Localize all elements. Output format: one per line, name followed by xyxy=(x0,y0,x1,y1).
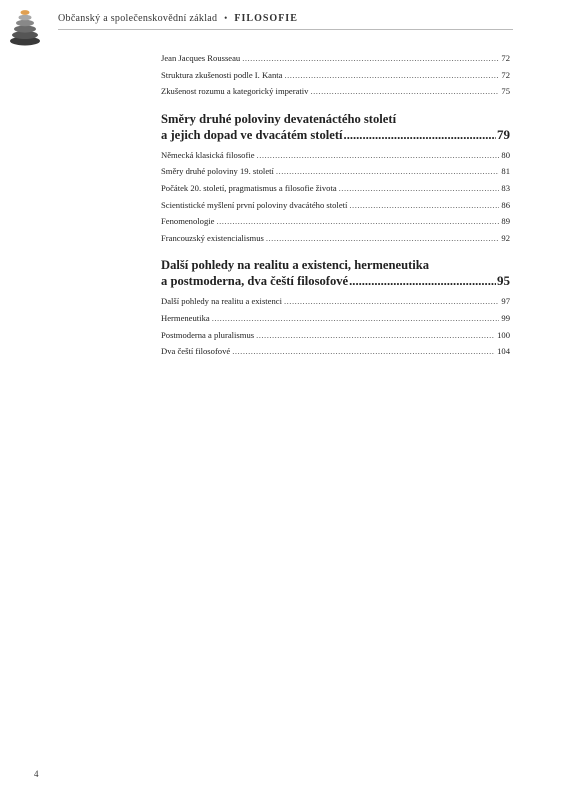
toc-page-number: 89 xyxy=(501,216,510,227)
toc-page-number: 80 xyxy=(501,149,510,160)
toc-entry[interactable]: Jean Jacques Rousseau ..... 72 xyxy=(161,50,510,67)
toc-page-number: 72 xyxy=(501,53,510,63)
toc-entry[interactable]: Fenomenologie ..... 89 xyxy=(161,213,510,230)
toc-page-number: 99 xyxy=(501,312,510,323)
chapter-page-number: 95 xyxy=(497,273,510,289)
toc-page-number: 92 xyxy=(501,232,510,243)
running-header xyxy=(58,13,513,30)
toc-entry[interactable]: Scientistické myšlení první poloviny dvacátého století ..... 86 xyxy=(161,197,510,214)
chapter-page-number: 79 xyxy=(497,126,510,142)
chapter-title-line2: a postmoderna, dva čeští filosofové xyxy=(161,274,349,289)
toc-page-number: 97 xyxy=(501,296,510,307)
toc-page-number: 75 xyxy=(501,86,510,97)
toc-entry[interactable]: Postmoderna a pluralismus ..... 100 xyxy=(161,327,510,344)
toc-entry[interactable]: Francouzský existencialismus ..... 92 xyxy=(161,230,510,247)
chapter-title-line2: a jejich dopad ve dvacátém století xyxy=(161,127,343,142)
book-title: Občanský a společenskovědní základ xyxy=(58,13,218,24)
chapter-title-line1: Další pohledy na realitu a existenci, hermeneutika xyxy=(161,258,430,273)
toc-entry[interactable]: Směry druhé poloviny 19. století ..... 81 xyxy=(161,163,510,180)
toc-entry[interactable]: Struktura zkušenosti podle I. Kanta ..... 72 xyxy=(161,67,510,84)
toc-page-number: 100 xyxy=(497,329,510,340)
toc-page-number: 104 xyxy=(497,346,510,357)
toc-entry[interactable]: Dva čeští filosofové ..... 104 xyxy=(161,343,510,360)
table-of-contents xyxy=(161,50,510,360)
toc-entry[interactable]: Počátek 20. století, pragmatismus a filosofie života ..... 83 xyxy=(161,180,510,197)
toc-page-number: 83 xyxy=(501,182,510,193)
stacked-stones-logo-icon xyxy=(8,6,42,46)
toc-entry[interactable]: Německá klasická filosofie ..... 80 xyxy=(161,147,510,164)
toc-entry[interactable]: Zkušenost rozumu a kategorický imperativ ..... 75 xyxy=(161,83,510,100)
toc-page-number: 72 xyxy=(501,69,510,80)
page-number: 4 xyxy=(34,769,39,779)
toc-page-number: 86 xyxy=(501,199,510,210)
chapter-heading[interactable] xyxy=(161,258,510,289)
chapter-heading[interactable] xyxy=(161,112,510,143)
header-separator: • xyxy=(224,13,228,23)
chapter-title-line1: Směry druhé poloviny devatenáctého století xyxy=(161,111,397,126)
toc-entry[interactable]: Hermeneutika ..... 99 xyxy=(161,310,510,327)
toc-entry[interactable]: Další pohledy na realitu a existenci ..... 97 xyxy=(161,293,510,310)
toc-page-number: 81 xyxy=(501,166,510,177)
section-title: FILOSOFIE xyxy=(234,13,298,24)
